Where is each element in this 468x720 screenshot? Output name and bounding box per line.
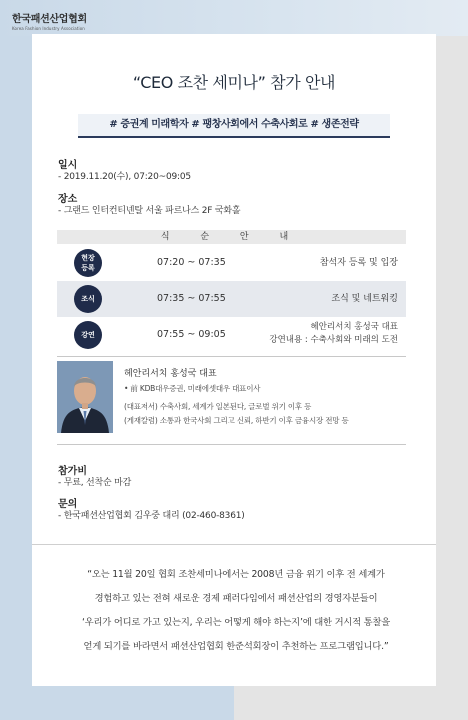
fee-value: - 무료, 선착순 마감 xyxy=(58,478,132,488)
logo-name-english: Korea Fashion Industry Association xyxy=(12,26,85,31)
schedule-time: 07:20 ~ 07:35 xyxy=(157,257,226,268)
speaker-columns: (게재칼럼) 소통과 한국사회 그리고 신뢰, 하반기 이후 금융시장 전망 등 xyxy=(124,416,349,425)
schedule-desc: 참석자 등록 및 입장 xyxy=(319,258,398,268)
venue-label: 장소 xyxy=(58,194,78,205)
notice-card xyxy=(32,34,436,686)
date-label: 일시 xyxy=(58,160,78,171)
schedule-desc: 조식 및 네트워킹 xyxy=(331,294,398,304)
fee-label: 참가비 xyxy=(58,466,87,477)
background-bottom-band xyxy=(0,686,468,720)
schedule-header: 식 순 안 내 xyxy=(57,230,406,244)
schedule-badge: 강연 xyxy=(74,321,102,349)
quote-text xyxy=(56,563,416,659)
contact-label: 문의 xyxy=(58,499,78,510)
schedule-row-lecture xyxy=(57,317,406,353)
schedule-desc-line2: 강연내용 : 수축사회와 미래의 도전 xyxy=(269,335,398,345)
schedule-time: 07:35 ~ 07:55 xyxy=(157,293,226,304)
divider xyxy=(57,356,406,357)
speaker-portrait-icon xyxy=(57,361,113,433)
schedule-badge: 조식 xyxy=(74,285,102,313)
schedule-row-registration xyxy=(57,245,406,281)
contact-value: - 한국패션산업협회 김우중 대리 (02-460-8361) xyxy=(58,511,245,521)
speaker-former-role: • 前 KDB대우증권, 미래에셋대우 대표이사 xyxy=(124,384,261,393)
recommendation-quote xyxy=(32,544,436,686)
schedule-desc-line1: 헤안리서치 홍성국 대표 xyxy=(310,322,398,332)
schedule-badge: 현장 등록 xyxy=(74,249,102,277)
association-logo xyxy=(12,10,87,31)
quote-line: “오는 11월 20일 협회 조찬세미나에서는 2008년 금융 위기 이후 전 세계가 xyxy=(87,569,385,580)
page-title: “CEO 조찬 세미나” 참가 안내 xyxy=(132,73,336,92)
schedule-row-breakfast xyxy=(57,281,406,317)
venue-value: - 그랜드 인터컨티넨탈 서울 파르나스 2F 국화홀 xyxy=(58,206,241,216)
speaker-books: (대표저서) 수축사회, 세계가 일본된다, 글로벌 위기 이후 등 xyxy=(124,402,312,411)
quote-line: ‘우리가 어디로 가고 있는지, 우리는 어떻게 해야 하는지’에 대한 거시적 통찰을 xyxy=(81,617,391,628)
quote-line: 얻게 되기를 바라면서 패션산업협회 한준석회장이 추천하는 프로그램입니다.” xyxy=(83,641,389,652)
speaker-info xyxy=(124,366,349,427)
divider xyxy=(57,444,406,445)
date-value: - 2019.11.20(수), 07:20~09:05 xyxy=(58,172,191,182)
schedule-desc xyxy=(269,321,398,347)
speaker-name: 헤안리서치 홍성국 대표 xyxy=(124,369,217,379)
speaker-photo xyxy=(57,361,113,433)
quote-line: 경험하고 있는 전혀 새로운 경제 패러다임에서 패션산업의 경영자분들이 xyxy=(94,593,378,604)
logo-name-korean: 한국패션산업협회 xyxy=(12,14,87,25)
keyword-tag-bar: # 증권계 미래학자 # 팽창사회에서 수축사회로 # 생존전략 xyxy=(78,114,390,138)
schedule-time: 07:55 ~ 09:05 xyxy=(157,329,226,340)
